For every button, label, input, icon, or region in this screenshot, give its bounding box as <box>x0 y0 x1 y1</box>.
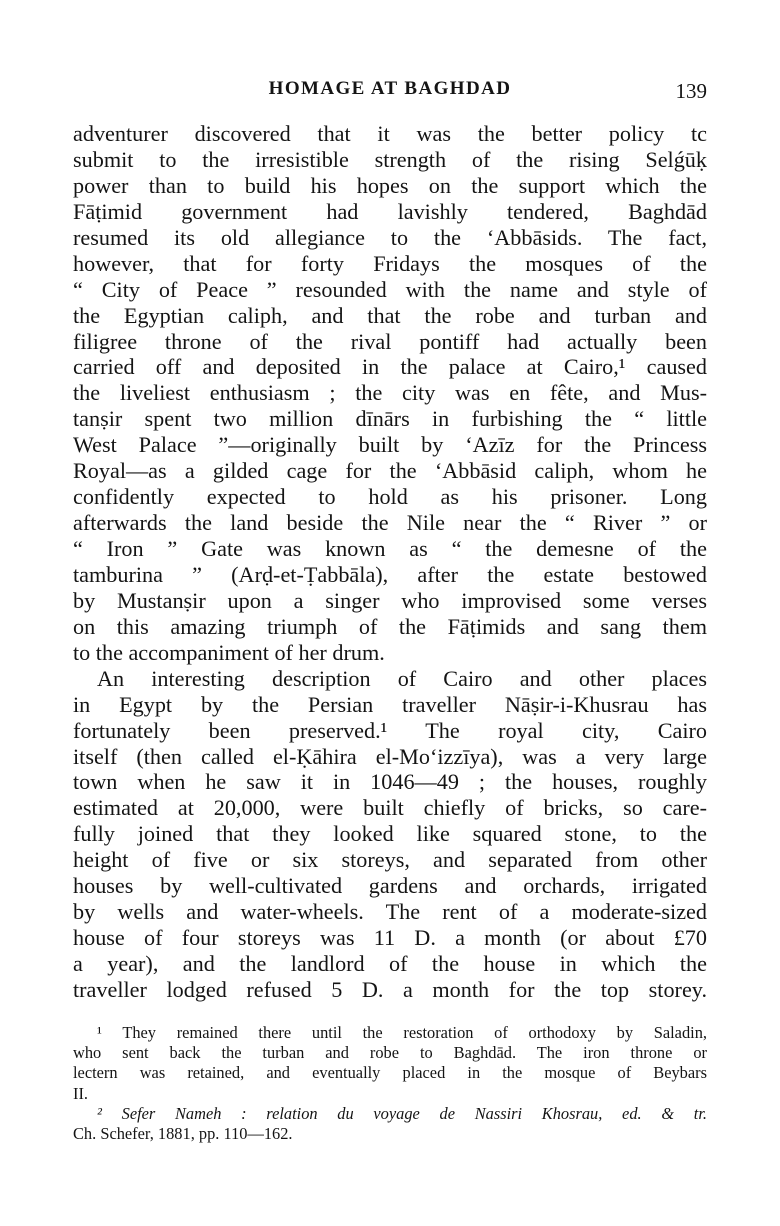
text-line: An interesting description of Cairo and other places <box>97 665 707 691</box>
footnotes <box>73 1023 707 1144</box>
text-line: house of four storeys was 11 D. a month (or about £70 <box>73 925 707 951</box>
text-line: carried off and deposited in the palace at Cairo,¹ caused <box>73 354 707 380</box>
text-line: confidently expected to hold as his prisoner. Long <box>73 484 707 510</box>
text-line: resumed its old allegiance to the ‘Abbāsids. The fact, <box>73 224 707 250</box>
running-head <box>73 78 707 108</box>
text-line: however, that for forty Fridays the mosques of the <box>73 250 707 276</box>
text-line: Royal—as a gilded cage for the ‘Abbāsid caliph, whom he <box>73 458 707 484</box>
footnote-line: lectern was retained, and eventually placed in the mosque of Beybars <box>73 1063 707 1083</box>
text-line: fully joined that they looked like squared stone, to the <box>73 821 707 847</box>
text-line: town when he saw it in 1046—49 ; the houses, roughly <box>73 769 707 795</box>
text-line: traveller lodged refused 5 D. a month for the top storey. <box>73 976 707 1002</box>
footnote-line: II. <box>73 1083 89 1103</box>
footnote-line: who sent back the turban and robe to Baghdād. The iron throne or <box>73 1043 707 1063</box>
footnote-line: ² Sefer Nameh : relation du voyage de Nassiri Khosrau, ed. & tr. <box>97 1103 707 1123</box>
text-line: itself (then called el-Ḳāhira el-Mo‘izzīya), was a very large <box>73 743 707 769</box>
text-line: “ Iron ” Gate was known as “ the demesne of the <box>73 536 707 561</box>
text-line: a year), and the landlord of the house in which the <box>73 951 707 976</box>
book-page <box>73 0 707 1226</box>
footnote-line: ¹ They remained there until the restoration of orthodoxy by Saladin, <box>97 1023 707 1042</box>
page-number: 139 <box>675 79 707 103</box>
text-line: tamburina ” (Arḍ-et-Ṭabbāla), after the estate bestowed <box>73 561 707 587</box>
text-line: West Palace ”—originally built by ‘Azīz for the Princess <box>73 432 707 458</box>
text-line: in Egypt by the Persian traveller Nāṣir-i-Khusrau has <box>73 691 707 717</box>
text-line: the Egyptian caliph, and that the robe and turban and <box>73 302 707 328</box>
text-line: fortunately been preserved.¹ The royal city, Cairo <box>73 717 707 743</box>
text-line: by Mustanṣir upon a singer who improvised some verses <box>73 587 707 613</box>
text-line: by wells and water-wheels. The rent of a moderate-sized <box>73 899 707 925</box>
text-line: Fāṭimid government had lavishly tendered, Baghdād <box>73 198 707 224</box>
text-line: on this amazing triumph of the Fāṭimids and sang them <box>73 613 707 639</box>
text-line: height of five or six storeys, and separated from other <box>73 847 707 873</box>
body-text <box>73 121 707 1003</box>
text-line: afterwards the land beside the Nile near the “ River ” or <box>73 510 707 536</box>
running-title: HOMAGE AT BAGHDAD <box>268 78 512 99</box>
text-line: houses by well-cultivated gardens and orchards, irrigated <box>73 873 707 899</box>
footnote-line: Ch. Schefer, 1881, pp. 110—162. <box>73 1123 293 1143</box>
text-line: power than to build his hopes on the support which the <box>73 172 707 198</box>
text-line: estimated at 20,000, were built chiefly of bricks, so care- <box>73 795 707 821</box>
text-line: tanṣir spent two million dīnārs in furbishing the “ little <box>73 406 707 432</box>
text-line: filigree throne of the rival pontiff had actually been <box>73 328 707 354</box>
text-line: submit to the irresistible strength of the rising Selǵūḳ <box>73 146 707 172</box>
text-line: adventurer discovered that it was the better policy tc <box>73 121 707 146</box>
text-line: “ City of Peace ” resounded with the name and style of <box>73 276 707 302</box>
text-line: to the accompaniment of her drum. <box>73 639 385 665</box>
text-line: the liveliest enthusiasm ; the city was en fête, and Mus- <box>73 380 707 406</box>
